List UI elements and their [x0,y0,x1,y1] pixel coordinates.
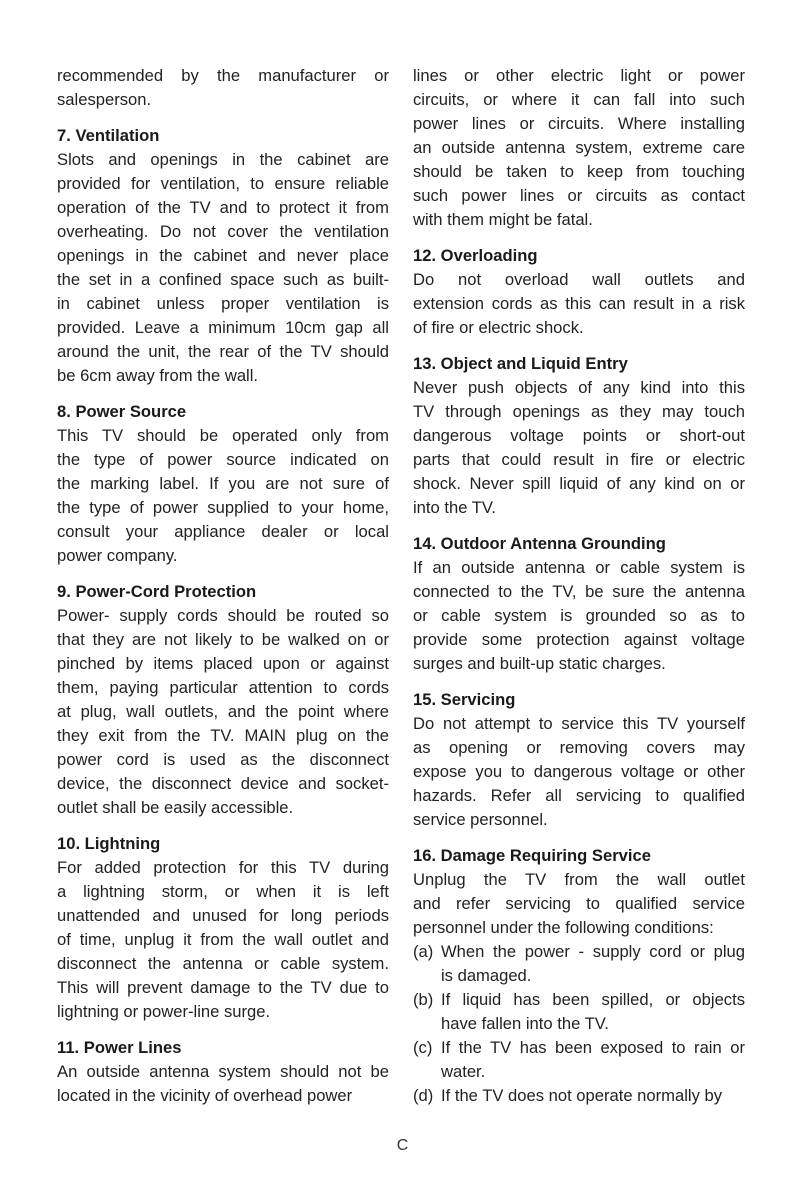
text-line: that they are not likely to be walked on or [57,630,389,649]
section [413,532,745,676]
text-line: Slots and openings in the cabinet are [57,150,389,169]
text-line: as opening or removing covers may [413,738,745,757]
text-line: overheating. Do not cover the ventilation [57,222,389,241]
continuation-paragraph [413,64,745,232]
text-line: dangerous voltage points or short-out [413,426,745,445]
list-marker: (a) [413,942,434,961]
list-item-text: If the TV has been exposed to rain or [441,1038,745,1057]
text-line: Do not attempt to service this TV yourself [413,714,745,733]
section [413,688,745,832]
text-line: This will prevent damage to the TV due to [57,978,389,997]
text-line: An outside antenna system should not be [57,1062,389,1081]
list-marker: (b) [413,990,434,1009]
text-line: the type of power supplied to your home, [57,498,389,517]
text-line: power company. [57,546,178,565]
text-line: of time, unplug it from the wall outlet and [57,930,389,949]
right-column [413,64,745,1108]
text-line: a lightning storm, or when it is left [57,882,389,901]
text-line: disconnect the antenna or cable system. [57,954,389,973]
text-line: lines or other electric light or power [413,66,745,85]
text-line: be 6cm away from the wall. [57,366,259,385]
text-line: should be taken to keep from touching [413,162,745,181]
text-line: parts that could result in fire or electric [413,450,745,469]
text-line: around the unit, the rear of the TV should [57,342,389,361]
text-line: power lines or circuits. Where installing [413,114,745,133]
text-line: such power lines or circuits as contact [413,186,745,205]
text-line: Do not overload wall outlets and [413,270,745,289]
text-line: TV through openings as they may touch [413,402,745,421]
text-line: expose you to dangerous voltage or other [413,762,745,781]
section [57,832,389,1024]
text-line: Power- supply cords should be routed so [57,606,389,625]
text-line: pinched by items placed upon or against [57,654,389,673]
text-line: salesperson. [57,90,152,109]
text-line: provided for ventilation, to ensure reliable [57,174,389,193]
section-heading: 8. Power Source [57,402,187,421]
text-line: at plug, wall outlets, and the point where [57,702,389,721]
section-heading: 16. Damage Requiring Service [413,846,651,865]
text-line: surges and built-up static charges. [413,654,666,673]
text-line: or cable system is grounded so as to [413,606,745,625]
list-marker: (d) [413,1086,434,1105]
text-line: outlet shall be easily accessible. [57,798,294,817]
list-item-text: When the power - supply cord or plug [441,942,745,961]
text-line: unattended and unused for long periods [57,906,389,925]
text-line: an outside antenna system, extreme care [413,138,745,157]
list-marker: (c) [413,1038,433,1057]
section [57,1036,389,1108]
text-line: recommended by the manufacturer or [57,66,389,85]
text-line: lightning or power-line surge. [57,1002,271,1021]
text-line: If an outside antenna or cable system is [413,558,745,577]
list-item [413,1084,745,1108]
text-line: the set in a confined space such as built- [57,270,389,289]
section [57,580,389,820]
text-line: with them might be fatal. [413,210,593,229]
text-line: into the TV. [413,498,497,517]
text-line: This TV should be operated only from [57,426,389,445]
text-line: of fire or electric shock. [413,318,584,337]
list-item [413,1036,745,1084]
list-item-text: is damaged. [441,966,532,985]
text-line: consult your appliance dealer or local [57,522,389,541]
section [413,244,745,340]
page-number: C [396,1137,409,1154]
text-line: openings in the cabinet and never place [57,246,389,265]
section [413,844,745,1108]
continuation-paragraph [57,64,389,112]
section-heading: 7. Ventilation [57,126,160,145]
text-line: For added protection for this TV during [57,858,389,877]
text-line: the type of power source indicated on [57,450,389,469]
text-line: they exit from the TV. MAIN plug on the [57,726,389,745]
text-line: provide some protection against voltage [413,630,745,649]
text-line: service personnel. [413,810,548,829]
text-line: and refer servicing to qualified service [413,894,745,913]
section-heading: 12. Overloading [413,246,538,265]
text-line: shock. Never spill liquid of any kind on or [413,474,745,493]
text-line: Unplug the TV from the wall outlet [413,870,745,889]
text-line: connected to the TV, be sure the antenna [413,582,745,601]
section-heading: 14. Outdoor Antenna Grounding [413,534,666,553]
list-item [413,940,745,988]
text-line: hazards. Refer all servicing to qualified [413,786,745,805]
list-item-text: have fallen into the TV. [441,1014,609,1033]
section [57,400,389,568]
text-line: device, the disconnect device and socket- [57,774,389,793]
section-heading: 13. Object and Liquid Entry [413,354,628,373]
list-item-text: water. [441,1062,486,1081]
section [413,352,745,520]
text-line: located in the vicinity of overhead power [57,1086,353,1105]
list-item-text: If the TV does not operate normally by [441,1086,723,1105]
text-line: them, paying particular attention to cords [57,678,389,697]
section [57,124,389,388]
left-column [57,64,389,1108]
text-line: extension cords as this can result in a risk [413,294,745,313]
list-item [413,988,745,1036]
section-heading: 10. Lightning [57,834,161,853]
text-line: the marking label. If you are not sure of [57,474,389,493]
text-line: Never push objects of any kind into this [413,378,745,397]
text-line: personnel under the following conditions: [413,918,714,937]
text-line: provided. Leave a minimum 10cm gap all [57,318,389,337]
text-line: circuits, or where it can fall into such [413,90,745,109]
text-line: in cabinet unless proper ventilation is [57,294,389,313]
section-heading: 15. Servicing [413,690,516,709]
text-line: power cord is used as the disconnect [57,750,389,769]
text-line: operation of the TV and to protect it from [57,198,389,217]
section-heading: 11. Power Lines [57,1038,182,1057]
list-item-text: If liquid has been spilled, or objects [441,990,745,1009]
section-heading: 9. Power-Cord Protection [57,582,257,601]
